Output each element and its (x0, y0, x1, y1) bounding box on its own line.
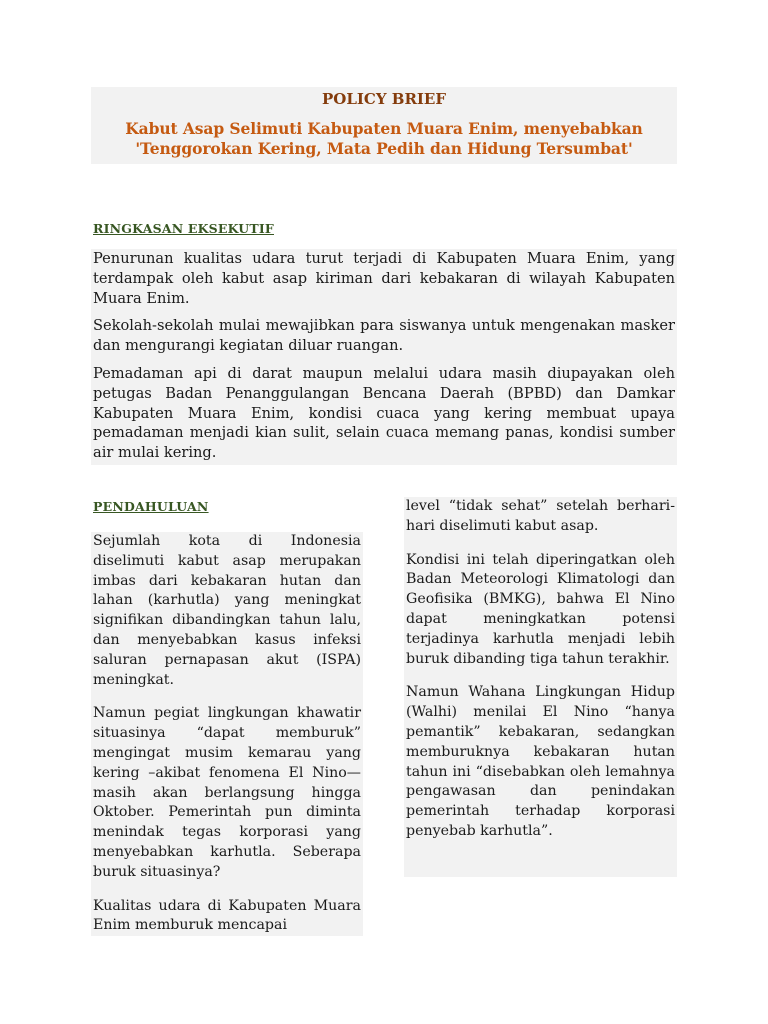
introduction-paragraph: Namun pegiat lingkungan khawatir situasinya “dapat memburuk” mengingat musim kemarau yang kering –akibat fenomena El Nino—masih akan berlangsung hingga Oktober. Pemerintah pun diminta menindak tegas korporasi yang menyebabkan karhutla. Seberapa buruk situasinya? (93, 705, 361, 880)
title-box (91, 87, 677, 164)
introduction-paragraph: Namun Wahana Lingkungan Hidup (Walhi) menilai El Nino “hanya pemantik” kebakaran, sedangkan memburuknya kebakaran hutan tahun ini “disebabkan oleh lemahnya pengawasan dan penindakan pemerintah terhadap korporasi penyebab karhutla”. (406, 684, 675, 839)
executive-summary-heading: RINGKASAN EKSEKUTIF (93, 221, 274, 236)
introduction-heading: PENDAHULUAN (93, 499, 209, 514)
introduction-paragraph: level “tidak sehat” setelah berhari-hari diselimuti kabut asap. (406, 498, 675, 534)
executive-summary-paragraph: Penurunan kualitas udara turut terjadi di Kabupaten Muara Enim, yang terdampak oleh kabut asap kiriman dari kebakaran di wilayah Kabupaten Muara Enim. (93, 250, 675, 307)
document-headline (91, 119, 677, 159)
introduction-paragraph: Kondisi ini telah diperingatkan oleh Badan Meteorologi Klimatologi dan Geofisika (BMKG), bahwa El Nino dapat meningkatkan potensi terjadinya karhutla menjadi lebih buruk dibanding tiga tahun terakhir. (406, 551, 675, 667)
executive-summary-paragraph: Pemadaman api di darat maupun melalui udara masih diupayakan oleh petugas Badan Penanggulangan Bencana Daerah (BPBD) dan Damkar Kabupaten Muara Enim, kondisi cuaca yang kering membuat upaya pemadaman menjadi kian sulit, selain cuaca memang panas, kondisi sumber air mulai kering. (93, 364, 675, 462)
headline-line-2: 'Tenggorokan Kering, Mata Pedih dan Hidung Tersumbat' (135, 139, 633, 158)
introduction-paragraph: Kualitas udara di Kabupaten Muara Enim memburuk mencapai (93, 897, 361, 934)
introduction-left-column (91, 532, 363, 936)
introduction-right-column (404, 497, 677, 877)
document-type-label: POLICY BRIEF (321, 90, 447, 108)
introduction-paragraph: Sejumlah kota di Indonesia diselimuti kabut asap merupakan imbas dari kebakaran hutan dan lahan (karhutla) yang meningkat signifikan dibandingkan tahun lalu, dan menyebabkan kasus infeksi saluran pernapasan akut (ISPA) meningkat. (93, 533, 361, 688)
executive-summary-paragraph: Sekolah-sekolah mulai mewajibkan para siswanya untuk mengenakan masker dan mengurangi kegiatan diluar ruangan. (93, 317, 675, 355)
executive-summary-body (91, 249, 677, 465)
headline-line-1: Kabut Asap Selimuti Kabupaten Muara Enim, menyebabkan (125, 119, 643, 138)
